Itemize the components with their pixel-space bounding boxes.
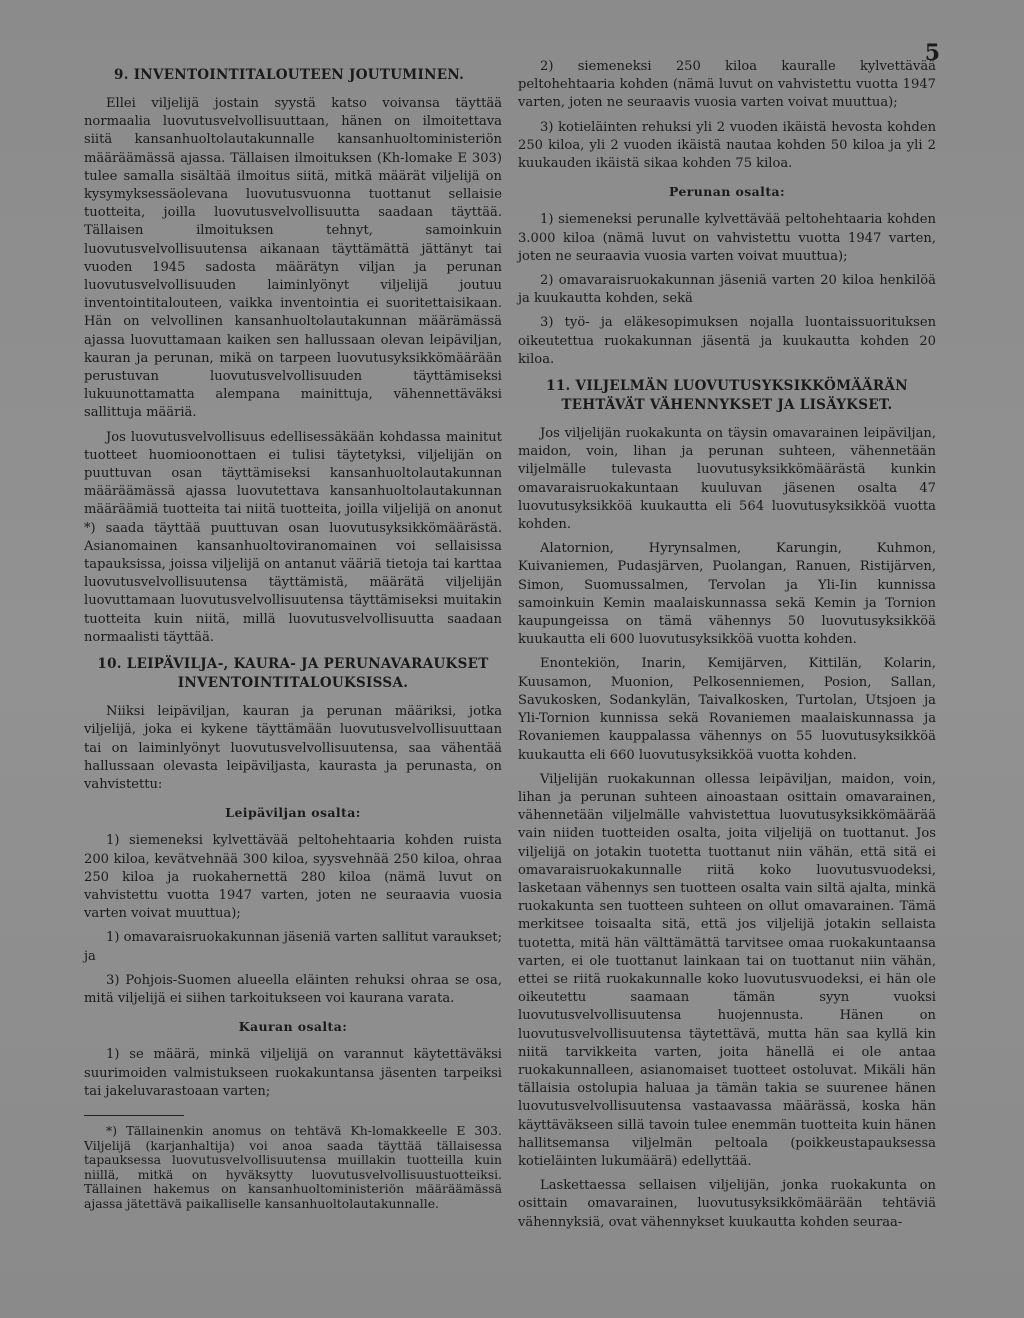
footnote-divider <box>84 1115 184 1116</box>
peruna-item-1: 1) siemeneksi perunalle kylvettävää peltohehtaaria kohden 3.000 kiloa (nämä luvut on vahvistettu vuotta 1947 varten, joten ne seuraavia vuosia varten voivat muuttua); <box>518 212 936 264</box>
peruna-item-3: 3) työ- ja eläkesopimuksen nojalla luontaissuorituksen oikeutettua ruokakunnan jäsentä ja kuukautta kohden 20 kiloa. <box>518 315 936 367</box>
section-11-paragraph-3: Enontekiön, Inarin, Kemijärven, Kittilän, Kolarin, Kuusamon, Muonion, Pelkosenniemen, Posion, Sallan, Savukosken, Sodankylän, Taivalkosken, Turtolan, Utsjoen ja Yli-Tornion kunnissa sekä Rovaniemen maalaiskunnassa ja Rovaniemen kauppalassa vähennys on 55 luovutusyksikköä kuukautta eli 660 luovutusyksikköä vuotta kohden. <box>518 656 936 763</box>
section-11-paragraph-5: Laskettaessa sellaisen viljelijän, jonka ruokakunta on osittain omavarainen, luovutusyksikkömäärään tehtäviä vähennyksiä, ovat vähennykset kuukautta kohden seuraa- <box>518 1178 936 1230</box>
peruna-subheading: Perunan osalta: <box>668 184 786 200</box>
section-11-paragraph-2: Alatornion, Hyrynsalmen, Karungin, Kuhmon, Kuivaniemen, Pudasjärven, Puolangan, Ranuen, Ristijärven, Simon, Suomussalmen, Tervolan ja Yli-Iin kunnissa samoinkuin Kemin maalaiskunnassa sekä Kemin ja Tornion kaupungeissa on tämä vähennys 50 luovutusyksikköä kuukautta eli 600 luovutusyksikköä vuotta kohden. <box>518 541 936 648</box>
leipavilja-item-1: 1) siemeneksi kylvettävää peltohehtaaria kohden ruista 200 kiloa, kevätvehnää 300 kiloa, syysvehnää 250 kiloa, ohraa 250 kiloa ja ruokahernettä 280 kiloa (nämä luvut on vahvistettu vuotta 1947 varten, joten ne seuraavia vuosia varten voivat muuttua); <box>84 833 502 922</box>
kaura-item-1: 1) se määrä, minkä viljelijä on varannut käytettäväksi suurimoiden valmistukseen ruokakuntansa jäsenten tarpeiksi tai jakeluvarastoaan varten; <box>84 1047 502 1099</box>
section-11-heading <box>518 377 936 415</box>
leipavilja-item-3: 3) Pohjois-Suomen alueella eläinten rehuksi ohraa se osa, mitä viljelijä ei siihen tarkoitukseen voi kaurana varata. <box>84 972 502 1006</box>
left-column <box>84 58 502 1218</box>
kaura-item-2: 2) siemeneksi 250 kiloa kauralle kylvettävää peltohehtaaria kohden (nämä luvut on vahvistettu vuotta 1947 varten, joten ne seuraavis vuosia varten voivat muuttua); <box>518 59 936 111</box>
section-10-heading-line-2: INVENTOINTITALOUKSISSA. <box>177 675 409 692</box>
section-11-heading-line-2: TEHTÄVÄT VÄHENNYKSET JA LISÄYKSET. <box>561 397 893 414</box>
leipavilja-subheading: Leipäviljan osalta: <box>225 805 361 821</box>
section-9-paragraph-2: Jos luovutusvelvollisuus edellisessäkään kohdassa mainitut tuotteet huomioonottaen ei tulisi täytetyksi, viljelijän on puuttuvan osan täyttämiseksi kansanhuoltolautakunnan määräämässä ajassa luovutettava kansanhuoltolautakunnan määräämiä tuotteita tai niitä tuotteita, joilla viljelijä on anonut *) saada täyttää puuttuvan osan luovutusyksikkömäärästä. Asianomainen kansanhuoltoviranomainen voi sellaisissa tapauksissa, joissa viljelijä on antanut vääriä tietoja tai karttaa luovutusvelvollisuutensa täyttämistä, määrätä viljelijän luovuttamaan luovutusvelvollisuutensa täyttämiseksi muitakin tuotteita kuin niitä, millä luovutusvelvollisuutta saadaan normaalisti täyttää. <box>84 429 502 645</box>
section-10-heading <box>84 655 502 693</box>
section-11-paragraph-4: Viljelijän ruokakunnan ollessa leipäviljan, maidon, voin, lihan ja perunan suhteen ainoastaan osittain omavarainen, vähennetään viljelmälle vahvistettua luovutusyksikkömäärää vain niiden tuotteiden osalta, joita viljelijä on tuottanut. Jos viljelijä on jotakin tuotetta tuottanut niin vähän, että sitä ei omavaraisruokakunnalle riitä koko luovutusvuodeksi, lasketaan vähennys sen tuotteen osalta vain siltä ajalta, minkä ruokakunta sen tuotteen suhteen on ollut omavarainen. Tämä merkitsee toisaalta sitä, että jos viljelijä jotakin sellaista tuotetta, mitä hän välttämättä tarvitsee omaa ruokakuntaansa varten, ei ole tuottanut lainkaan tai on tuottanut niin vähän, ettei se riitä ruokakunnalle koko luovutusvuodeksi, ei hän ole oikeutettu saamaan tämän syyn vuoksi luovutusvelvollisuutensa huojennusta. Hänen on luovutusvelvollisuutensa täytettävä, mutta hän saa kyllä kin niitä tarvikkeita varten, joita hänellä ei ole antaa ruokakunnalleen, asianomaiset tuotteet ostoluvat. Mikäli hän tällaisia ostolupia haluaa ja tämän takia se suurenee hänen luovutusvelvollisuutensa vastaavassa määrässä, koska hän käyttäväkseen sillä tavoin tulee enemmän tuotteita kuin hänen hallitsemansa viljelmän peltoala (poikkeustapauksessa kotieläinten lukumäärä) edellyttää. <box>518 771 936 1169</box>
right-column <box>518 58 936 1238</box>
kaura-item-3: 3) kotieläinten rehuksi yli 2 vuoden ikäistä hevosta kohden 250 kiloa, yli 2 vuoden ikäistä nautaa kohden 50 kiloa ja yli 2 kuukauden ikäistä sikaa kohden 75 kiloa. <box>518 119 936 172</box>
section-10-heading-line-1: 10. LEIPÄVILJA-, KAURA- JA PERUNAVARAUKSET <box>97 656 489 673</box>
section-9-heading: 9. INVENTOINTITALOUTEEN JOUTUMINEN. <box>114 67 465 83</box>
kaura-subheading: Kauran osalta: <box>238 1019 348 1035</box>
peruna-item-2: 2) omavaraisruokakunnan jäseniä varten 20 kiloa henkilöä ja kuukautta kohden, sekä <box>518 273 936 307</box>
footnote: *) Tällainenkin anomus on tehtävä Kh-lomakkeelle E 303. Viljelijä (karjanhaltija) voi anoa saada täyttää tällaisessa tapauksessa luovutusvelvollisuutensa muillakin tuotteilla kuin niillä, mitkä on hyväksytty luovutusvelvollisuustuotteiksi. Tällainen hakemus on kansanhuoltoministeriön määräämässä ajassa jätettävä paikalliselle kansanhuoltolautakunnalle. <box>84 1122 502 1211</box>
page-number: 5 <box>924 40 940 66</box>
section-9-paragraph-1: Ellei viljelijä jostain syystä katso voivansa täyttää normaalia luovutusvelvollisuuttaan, hänen on ilmoitettava siitä kansanhuoltolautakunnalle kansanhuoltoministeriön määräämässä ajassa. Tällaisen ilmoituksen (Kh-lomake E 303) tulee samalla sisältää ilmoitus siitä, mitkä määrät viljelijä on kysymyksessäolevana luovutusvuonna tuottanut sellaisie tuotteita, joilla luovutusvelvollisuutta saadaan täyttää. Tällaisen ilmoituksen tehnyt, samoinkuin luovutusvelvollisuutensa aikanaan täyttämättä jättänyt tai vuoden 1945 sadosta määrätyn viljan ja perunan luovutusvelvollisuuden laiminlyönyt viljelijä joutuu inventointitalouteen, vaikka inventointia ei suoritettaisikaan. Hän on velvollinen kansanhuoltolautakunnan määrämässä ajassa luovuttamaan kaiken sen hallussaan olevan leipäviljan, kauran ja perunan, mikä on tarpeen luovutusyksikkömäärään perustuvan luovutusvelvollisuuden täyttämiseksi lukuunottamatta alempana mainittuja, vähennettäväksi sallittuja määriä. <box>84 96 502 421</box>
section-11-paragraph-1: Jos viljelijän ruokakunta on täysin omavarainen leipäviljan, maidon, voin, lihan ja perunan suhteen, vähennetään viljelmälle tulevasta luovutusyksikkömäärästä kunkin omavaraisruokakuntaan kuuluvan jäsenen osalta 47 luovutusyksikköä kuukautta eli 564 luovutusyksikköä vuotta kohden. <box>518 426 936 533</box>
leipavilja-item-2: 1) omavaraisruokakunnan jäseniä varten sallitut varaukset; ja <box>84 930 502 964</box>
section-11-heading-line-1: 11. VILJELMÄN LUOVUTUSYKSIKKÖMÄÄRÄN <box>546 378 908 395</box>
section-10-paragraph-1: Niiksi leipäviljan, kauran ja perunan määriksi, jotka viljelijä, joka ei kykene täyttämään luovutusvelvollisuuttaan tai on laiminlyönyt luovutusvelvollisuutensa, saa vähentää hallussaan olevasta leipäviljasta, kaurasta ja perunasta, on vahvistettu: <box>84 704 502 792</box>
